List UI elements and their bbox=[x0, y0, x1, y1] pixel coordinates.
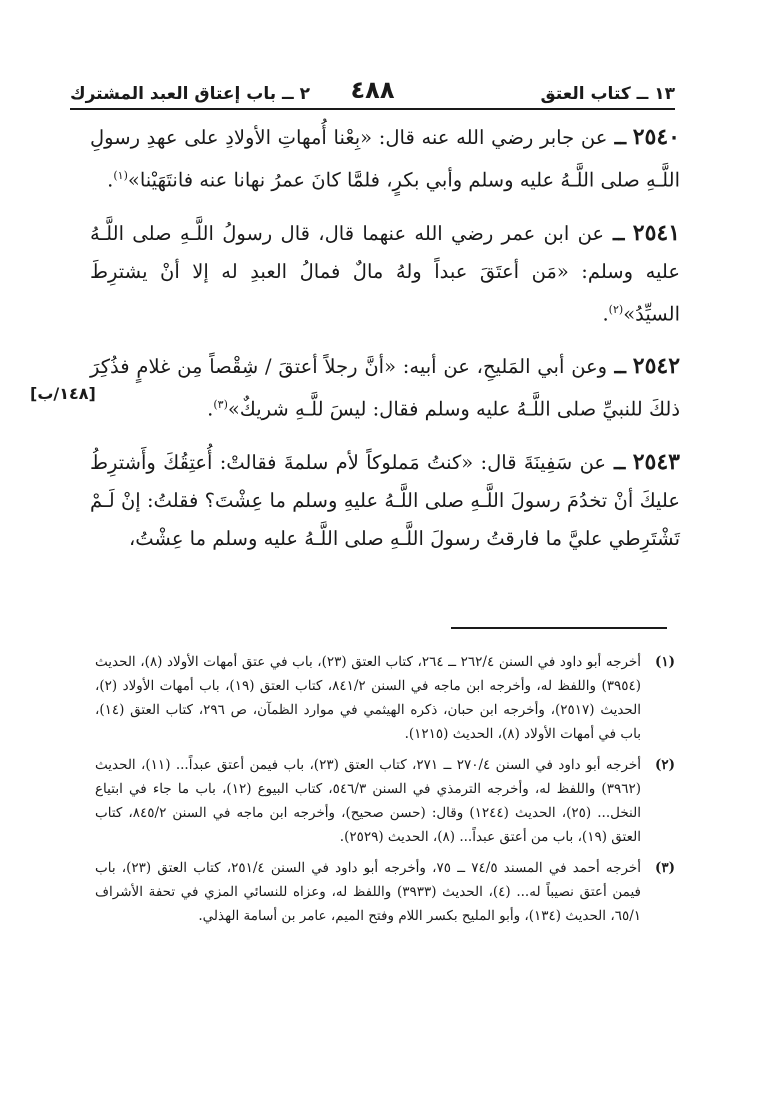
hadith-2540: ٢٥٤٠ ــ عن جابر رضي الله عنه قال: «بِعْنا أُمهاتِ الأولادِ على عهدِ رسولِ اللَّـهِ صلى اللَّـهُ عليه وسلم وأبي بكرٍ، فلمَّا كانَ عمرُ نهانا عنه فانتَهَيْنا»$^{(١)}$. bbox=[90, 124, 680, 192]
footnote-1 bbox=[95, 650, 675, 746]
hadith-body: عن جابر رضي الله عنه قال: «بِعْنا أُمهاتِ الأولادِ على عهدِ رسولِ اللَّـهِ صلى اللَّـهُ عليه وسلم وأبي بكرٍ، فلمَّا كانَ عمرُ نهانا عنه فانتَهَيْنا» bbox=[90, 126, 680, 192]
footnote-text: أخرجه أحمد في المسند ٧٤/٥ ــ ٧٥، وأخرجه أبو داود في السنن ٢٥١/٤، كتاب العتق (٢٣)، باب فيمن أعتق نصيباً له... (٤)، الحديث (٣٩٣٣) واللفظ له، وعزاه للنسائي المزي في تحفة الأشراف ٦٥/١، الحديث (١٣٤)، وأبو المليح بكسر اللام وفتح الميم، عامر بن أسامة الهذلي. bbox=[95, 860, 642, 924]
hadith-2543: ٢٥٤٣ ــ عن سَفِينَةَ قال: «كنتُ مَملوكاً لأم سلمةَ فقالتْ: أُعتِقُكَ وأَشترِطُ عليكَ أنْ تخدُمَ رسولَ اللَّـهِ صلى اللَّـهُ عليهِ وسلم ما عِشْتَ؟ فقلتُ: إنْ لَـمْ تَشْتَرِطي عليَّ ما فارقتُ رسولَ اللَّـهِ صلى اللَّـهُ عليه وسلم ما عِشْتُ، bbox=[90, 448, 680, 550]
chapter-title: ١٣ ــ كتاب العتق bbox=[540, 84, 675, 104]
hadith-body: عن سَفِينَةَ قال: «كنتُ مَملوكاً لأم سلمةَ فقالتْ: أُعتِقُكَ وأَشترِطُ عليكَ أنْ تخدُمَ رسولَ اللَّـهِ صلى اللَّـهُ عليهِ وسلم ما عِشْتَ؟ فقلتُ: إنْ لَـمْ تَشْتَرِطي عليَّ ما فارقتُ رسولَ اللَّـهِ صلى اللَّـهُ عليه وسلم ما عِشْتُ، bbox=[90, 450, 680, 550]
hadith-body: عن ابن عمر رضي الله عنهما قال، قال رسولُ اللَّـهِ صلى اللَّـهُ عليه وسلم: «مَن أعتَقَ عبداً ولهُ مالٌ فمالُ العبدِ له إلا أنْ يشترِطَ السيِّدُ» bbox=[90, 221, 680, 325]
footnote-text: أخرجه أبو داود في السنن ٢٧٠/٤ ــ ٢٧١، كتاب العتق (٢٣)، باب فيمن أعتق عبداً... (١١)، الحديث (٣٩٦٢) واللفظ له، وأخرجه الترمذي في السنن ٥٤٦/٣، كتاب البيوع (١٢)، باب ما جاء في ابتياع النخل... (٢٥)، الحديث (١٢٤٤) وقال: (حسن صحيح)، وأخرجه ابن ماجه في السنن ٨٤٥/٢، كتاب العتق (١٩)، باب من أعتق عبداً... (٨)، الحديث (٢٥٢٩). bbox=[95, 757, 642, 845]
hadith-2541: ٢٥٤١ ــ عن ابن عمر رضي الله عنهما قال، قال رسولُ اللَّـهِ صلى اللَّـهُ عليه وسلم: «مَن أعتَقَ عبداً ولهُ مالٌ فمالُ العبدِ له إلا أنْ يشترِطَ السيِّدُ»$^{(٢)}$. bbox=[90, 219, 681, 325]
footnote-text: أخرجه أبو داود في السنن ٢٦٢/٤ ــ ٢٦٤، كتاب العتق (٢٣)، باب في عتق أمهات الأولاد (٨)، الحديث (٣٩٥٤) واللفظ له، وأخرجه ابن ماجه في السنن ٨٤١/٢، كتاب العتق (١٩)، باب أمهات الأولاد (٢)، الحديث (٢٥١٧)، وأخرجه ابن حبان، ذكره الهيثمي في موارد الظمآن، ص ٢٩٦، كتاب العتق (١٤)، باب في أمهات الأولاد (٨)، الحديث (١٢١٥). bbox=[95, 654, 642, 742]
hadith-number: ٢٥٤١ bbox=[632, 219, 681, 246]
running-header bbox=[70, 70, 675, 110]
hadith-number: ٢٥٤٠ bbox=[632, 124, 680, 150]
footnote-separator bbox=[451, 627, 667, 629]
hadith-2542: ٢٥٤٢ ــ وعن أبي المَليحِ، عن أبيه: «أنَّ رجلاً أعتقَ / شِقْصاً مِن غلامٍ فذُكِرَ ذلكَ للنبيِّ صلى اللَّـهُ عليه وسلم فقال: ليسَ للَّـهِ شريكٌ»$^{(٣)}$. bbox=[90, 353, 681, 421]
section-title: ٢ ــ باب إعتاق العبد المشترك bbox=[70, 84, 310, 104]
footnote-3 bbox=[95, 856, 675, 928]
footnote-ref: (٣) bbox=[213, 398, 228, 411]
hadith-body: وعن أبي المَليحِ، عن أبيه: «أنَّ رجلاً أعتقَ / شِقْصاً مِن غلامٍ فذُكِرَ ذلكَ للنبيِّ صلى اللَّـهُ عليه وسلم فقال: ليسَ للَّـهِ شريكٌ» bbox=[90, 355, 680, 421]
footnote-2 bbox=[95, 753, 675, 849]
hadith-number: ٢٥٤٣ bbox=[632, 448, 680, 475]
footnote-number: (١) bbox=[654, 654, 675, 670]
footnote-ref: (١) bbox=[113, 169, 128, 182]
footnotes bbox=[95, 650, 675, 935]
manuscript-folio-marker: [١٤٨/ب] bbox=[30, 384, 96, 403]
footnote-number: (٣) bbox=[654, 860, 675, 876]
footnote-ref: (٢) bbox=[608, 302, 624, 316]
hadith-number: ٢٥٤٢ bbox=[632, 353, 681, 379]
footnote-number: (٢) bbox=[654, 757, 675, 773]
page-number: ٤٨٨ bbox=[350, 76, 395, 104]
hadith-text-block bbox=[90, 118, 680, 572]
